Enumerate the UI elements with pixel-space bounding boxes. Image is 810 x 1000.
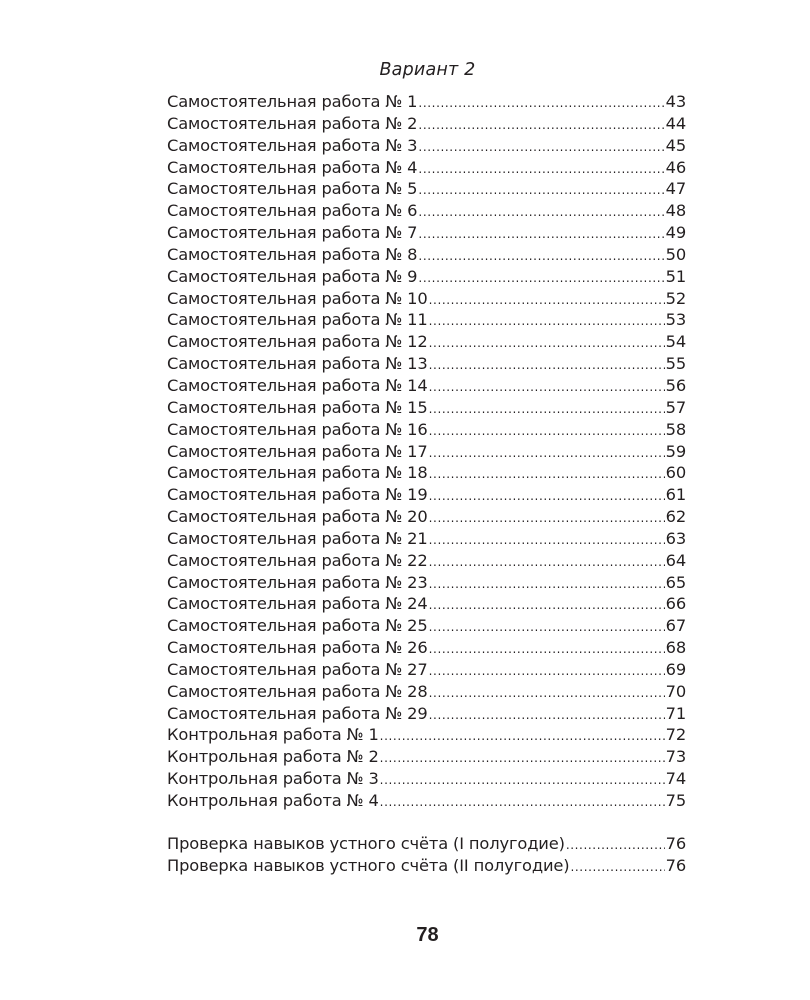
toc-entry-title: Проверка навыков устного счёта (I полугодие): [167, 833, 565, 853]
toc-entry-page: 46: [665, 157, 686, 177]
toc-entry-title: Контрольная работа № 3: [167, 769, 379, 789]
toc-entry-title: Самостоятельная работа № 29: [167, 703, 428, 723]
toc-entry: [167, 790, 686, 812]
toc-entry-page: 60: [665, 463, 686, 483]
toc-entry-page: 71: [665, 703, 686, 723]
toc-entry-page: 58: [665, 419, 686, 439]
dot-leader: [429, 595, 665, 617]
dot-leader: [429, 311, 665, 333]
dot-leader: [429, 355, 665, 377]
dot-leader: [429, 486, 665, 508]
toc-entry: [167, 113, 686, 135]
toc-entry-title: Самостоятельная работа № 10: [167, 288, 428, 308]
toc-entry-title: Самостоятельная работа № 2: [167, 113, 418, 133]
toc-entry-page: 68: [665, 638, 686, 658]
toc-entry: [167, 506, 686, 528]
toc-entry-title: Самостоятельная работа № 11: [167, 310, 428, 330]
page-number: 78: [416, 924, 439, 946]
toc-entry-title: Самостоятельная работа № 3: [167, 135, 418, 155]
dot-leader: [418, 268, 664, 290]
toc-entry-page: 73: [665, 747, 686, 767]
toc-entry-page: 69: [665, 659, 686, 679]
toc-entry-page: 45: [665, 135, 686, 155]
toc-entry-page: 65: [665, 572, 686, 592]
toc-entry-page: 51: [665, 266, 686, 286]
toc-entry-page: 44: [665, 113, 686, 133]
toc-entry-page: 50: [665, 244, 686, 264]
dot-leader: [429, 464, 665, 486]
toc-entry: [167, 200, 686, 222]
dot-leader: [570, 857, 664, 879]
dot-leader: [418, 115, 664, 137]
toc-entry-title: Самостоятельная работа № 20: [167, 507, 428, 527]
toc-section-oral-checks: [167, 833, 686, 877]
toc-entry: [167, 855, 686, 877]
toc-entry-title: Самостоятельная работа № 6: [167, 201, 418, 221]
toc-entry: [167, 833, 686, 855]
toc-entry-title: Самостоятельная работа № 4: [167, 157, 418, 177]
toc-entry-title: Самостоятельная работа № 24: [167, 594, 428, 614]
dot-leader: [429, 333, 665, 355]
toc-entry-page: 55: [665, 354, 686, 374]
toc-entry-page: 48: [665, 201, 686, 221]
dot-leader: [418, 93, 664, 115]
toc-entry-page: 63: [665, 528, 686, 548]
dot-leader: [429, 574, 665, 596]
dot-leader: [429, 705, 665, 727]
toc-entry-page: 76: [665, 833, 686, 853]
toc-entry: [167, 331, 686, 353]
toc-entry-title: Самостоятельная работа № 25: [167, 616, 428, 636]
dot-leader: [429, 530, 665, 552]
toc-entry: [167, 419, 686, 441]
toc-entry-title: Самостоятельная работа № 17: [167, 441, 428, 461]
toc-entry: [167, 659, 686, 681]
toc-entry: [167, 135, 686, 157]
toc-entry-page: 70: [665, 681, 686, 701]
toc-entry-page: 47: [665, 179, 686, 199]
toc-entry-page: 52: [665, 288, 686, 308]
toc-entry-page: 59: [665, 441, 686, 461]
toc-entry-page: 49: [665, 223, 686, 243]
toc-entry-title: Проверка навыков устного счёта (II полугодие): [167, 855, 570, 875]
toc-entry: [167, 484, 686, 506]
toc-entry-page: 57: [665, 397, 686, 417]
toc-entry: [167, 288, 686, 310]
toc-entry: [167, 703, 686, 725]
dot-leader: [418, 159, 664, 181]
dot-leader: [380, 770, 665, 792]
toc-entry-page: 53: [665, 310, 686, 330]
toc-entry-title: Самостоятельная работа № 23: [167, 572, 428, 592]
toc-entry: [167, 222, 686, 244]
toc-entry: [167, 637, 686, 659]
toc-entry-page: 61: [665, 485, 686, 505]
toc-entry: [167, 572, 686, 594]
toc-entry: [167, 178, 686, 200]
toc-entry: [167, 375, 686, 397]
dot-leader: [429, 683, 665, 705]
toc-entry-page: 64: [665, 550, 686, 570]
toc-entry-page: 67: [665, 616, 686, 636]
toc-entry-title: Самостоятельная работа № 19: [167, 485, 428, 505]
toc-entry-title: Контрольная работа № 4: [167, 791, 379, 810]
toc-entry: [167, 550, 686, 572]
toc-entry-page: 54: [665, 332, 686, 352]
toc-entry: [167, 309, 686, 331]
toc-entry-page: 72: [665, 725, 686, 745]
toc-entry-title: Контрольная работа № 2: [167, 747, 379, 767]
toc-entry-title: Самостоятельная работа № 14: [167, 375, 428, 395]
toc-entry: [167, 593, 686, 615]
dot-leader: [418, 224, 664, 246]
dot-leader: [418, 202, 664, 224]
toc-entry-title: Самостоятельная работа № 13: [167, 354, 428, 374]
toc-entry-title: Самостоятельная работа № 26: [167, 638, 428, 658]
toc-entry-title: Самостоятельная работа № 22: [167, 550, 428, 570]
toc-entry-title: Самостоятельная работа № 27: [167, 659, 428, 679]
toc-entry-title: Самостоятельная работа № 28: [167, 681, 428, 701]
toc-entry: [167, 397, 686, 419]
toc-entry-title: Самостоятельная работа № 16: [167, 419, 428, 439]
toc-entry-page: 66: [665, 594, 686, 614]
dot-leader: [429, 552, 665, 574]
toc-entry: [167, 266, 686, 288]
dot-leader: [429, 508, 665, 530]
dot-leader: [418, 137, 664, 159]
toc-entry-title: Самостоятельная работа № 7: [167, 223, 418, 243]
toc-entry: [167, 746, 686, 768]
toc-entry-title: Самостоятельная работа № 12: [167, 332, 428, 352]
toc-entry: [167, 528, 686, 550]
toc-section-gap: [167, 812, 686, 833]
dot-leader: [429, 399, 665, 421]
toc-entry: [167, 157, 686, 179]
toc-entry-page: 75: [665, 791, 686, 810]
toc-entry-title: Самостоятельная работа № 9: [167, 266, 418, 286]
dot-leader: [566, 835, 665, 857]
dot-leader: [380, 748, 665, 770]
toc-entry-page: 43: [665, 92, 686, 111]
dot-leader: [429, 617, 665, 639]
toc-entry-page: 76: [665, 855, 686, 875]
table-of-contents: [167, 91, 686, 877]
dot-leader: [429, 639, 665, 661]
dot-leader: [429, 377, 665, 399]
dot-leader: [429, 661, 665, 683]
toc-entry: [167, 724, 686, 746]
toc-entry-title: Самостоятельная работа № 18: [167, 463, 428, 483]
toc-entry-title: Самостоятельная работа № 21: [167, 528, 428, 548]
section-heading: Вариант 2: [379, 60, 476, 80]
toc-entry: [167, 244, 686, 266]
dot-leader: [429, 290, 665, 312]
toc-entry: [167, 353, 686, 375]
dot-leader: [429, 421, 665, 443]
dot-leader: [429, 443, 665, 465]
toc-entry-page: 56: [665, 375, 686, 395]
toc-entry-title: Самостоятельная работа № 15: [167, 397, 428, 417]
dot-leader: [418, 246, 664, 268]
toc-entry: [167, 768, 686, 790]
toc-entry: [167, 681, 686, 703]
toc-entry: [167, 91, 686, 113]
toc-entry: [167, 615, 686, 637]
toc-entry-page: 74: [665, 769, 686, 789]
toc-entry-title: Контрольная работа № 1: [167, 725, 379, 745]
dot-leader: [418, 180, 664, 202]
toc-entry: [167, 441, 686, 463]
toc-entry-title: Самостоятельная работа № 5: [167, 179, 418, 199]
toc-entry-title: Самостоятельная работа № 8: [167, 244, 418, 264]
dot-leader: [380, 726, 665, 748]
dot-leader: [380, 792, 665, 814]
toc-entry-title: Самостоятельная работа № 1: [167, 92, 418, 111]
toc-section-works: [167, 91, 686, 812]
toc-entry-page: 62: [665, 507, 686, 527]
toc-entry: [167, 462, 686, 484]
